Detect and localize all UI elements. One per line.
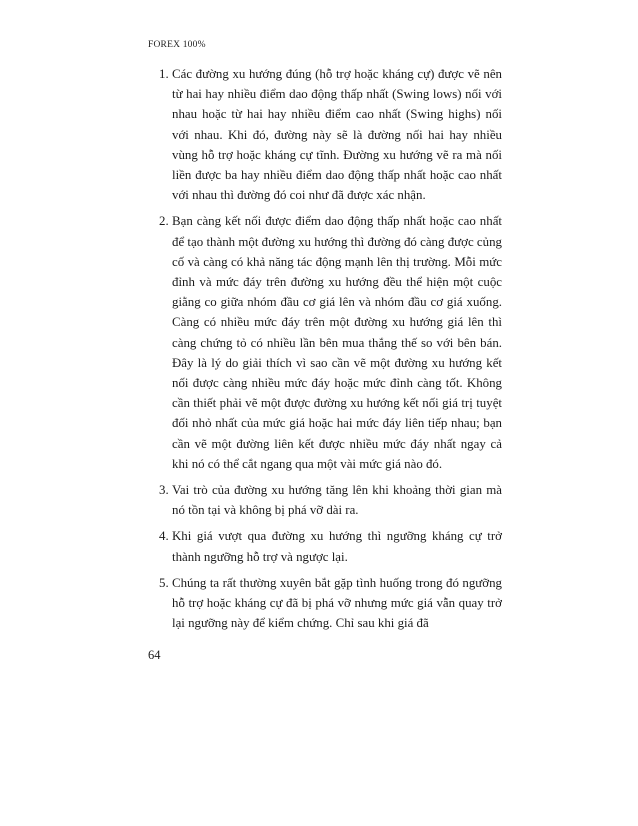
list-item <box>148 526 502 566</box>
list-item-number: 1. <box>159 67 169 81</box>
list-item-number: 2. <box>159 214 169 229</box>
list-item-number: 3. <box>159 483 169 498</box>
list-item-text: Khi giá vượt qua đường xu hướng thì ngưỡng kháng cự trở thành ngưỡng hỗ trợ và ngược lại. <box>172 529 502 564</box>
list-item-number: 4. <box>159 529 169 544</box>
list-item-number: 5. <box>159 575 169 590</box>
page-number: 64 <box>148 648 161 662</box>
page-body <box>148 64 502 639</box>
list-item-text: Vai trò của đường xu hướng tăng lên khi khoảng thời gian mà nó tồn tại và không bị phá vỡ dài ra. <box>172 483 502 518</box>
list-item <box>148 64 502 205</box>
list-item-text: Các đường xu hướng đúng (hỗ trợ hoặc kháng cự) được vẽ nên từ hai hay nhiều điểm dao động thấp nhất (Swing lows) nối với nhau hoặc từ hai hay nhiều điểm cao nhất (Swing highs) nối với nhau. Khi đó, đường này sẽ là đường nối hai hay nhiều vùng hỗ trợ hoặc kháng cự tĩnh. Đường xu hướng vẽ ra mà nối liền được ba hay nhiều điểm dao động thấp nhất hoặc cao nhất với nhau thì đường đó coi như đã được xác nhận. <box>172 67 502 203</box>
list-item <box>148 211 502 474</box>
list-item-text: Chúng ta rất thường xuyên bắt gặp tình huống trong đó ngưỡng hỗ trợ hoặc kháng cự đã bị phá vỡ nhưng mức giá vẫn quay trở lại ngưỡng này để kiểm chứng. Chỉ sau khi giá đã <box>172 575 502 631</box>
list-item <box>148 480 502 520</box>
list-item-text: Bạn càng kết nối được điểm dao động thấp nhất hoặc cao nhất để tạo thành một đường xu hướng thì đường đó càng được củng cố và càng có khả năng tác động mạnh lên thị trường. Mỗi mức đỉnh và mức đáy trên đường xu hướng đều thể hiện một cuộc giằng co giữa nhóm đầu cơ giá lên và nhóm đầu cơ giá xuống. Càng có nhiều mức đáy trên một đường xu hướng giá lên thì càng chứng tỏ có nhiều lần bên mua thắng thế so với bên bán. Đây là lý do giải thích vì sao cần vẽ một đường xu hướng kết nối được càng nhiều mức đáy hoặc mức đỉnh càng tốt. Không cần thiết phải vẽ một được đường xu hướng kết nối giá trị tuyệt đối nhỏ nhất của mức giá hoặc hai mức đáy liên tiếp nhau; bạn cần vẽ một đường liên kết được nhiều mức đáy nhất ngay cả khi nó có thể cắt ngang qua một vài mức giá nào đó. <box>172 214 502 471</box>
running-header: FOREX 100% <box>148 40 206 50</box>
list-item <box>148 573 502 634</box>
numbered-list <box>148 64 502 633</box>
